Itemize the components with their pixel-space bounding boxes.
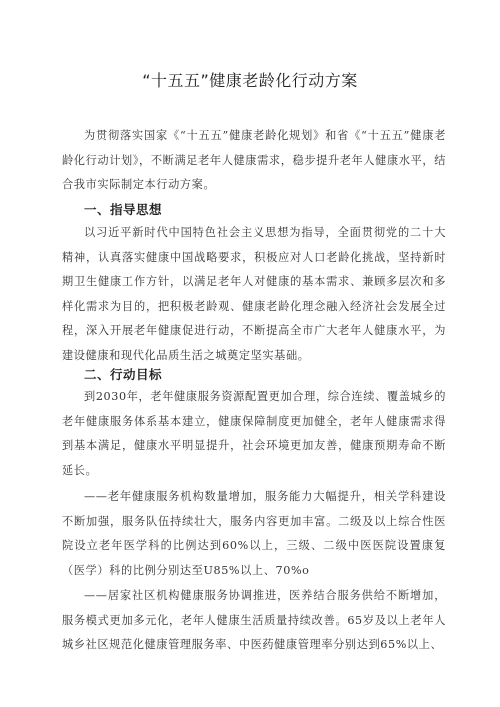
section-heading-action-goals: 二、行动目标 <box>84 367 163 382</box>
document-title: “十五五”健康老龄化行动方案 <box>142 71 358 90</box>
section-paragraph: ——居家社区机构健康服务协调推进，医养结合服务供给不断增加，服务模式更加多元化，老年人健康生活质量持续改善。65岁及以上老年人城乡社区规范化健康管理服务率、中医药健康管理率分别达到65%以上、 <box>62 589 446 651</box>
section-paragraph: ——老年健康服务机构数量增加，服务能力大幅提升，相关学科建设不断加强，服务队伍持续壮大，服务内容更加丰富。二级及以上综合性医院设立老年医学科的比例达到60%以上，三级、二级中医医院设置康复（医学）科的比例分别达至U85%以上、70%o <box>62 490 446 577</box>
section-heading-guiding-ideology: 一、指导思想 <box>84 202 163 217</box>
intro-paragraph: 为贯彻落实国家《“十五五”健康老龄化规划》和省《“十五五”健康老龄化行动计划》，不断满足老年人健康需求，稳步提升老年人健康水平，结合我市实际制定本行动方案。 <box>62 129 446 191</box>
section-paragraph: 到2030年，老年健康服务资源配置更加合理，综合连续、覆盖城乡的老年健康服务体系基本建立，健康保障制度更加健全，老年人健康需求得到基本满足，健康水平明显提升，社会环境更加友善，健康预期寿命不断延长。 <box>62 390 446 477</box>
section-paragraph: 以习近平新时代中国特色社会主义思想为指导，全面贯彻党的二十大精神，认真落实健康中国战略要求，积极应对人口老龄化挑战，坚持新时期卫生健康工作方针，以满足老年人对健康的基本需求、兼顾多层次和多样化需求为目的，把积极老龄观、健康老龄化理念融入经济社会发展全过程，深入开展老年健康促进行动，不断提高全市广大老年人健康水平，为建设健康和现代化品质生活之城奠定坚实基础。 <box>62 226 446 362</box>
